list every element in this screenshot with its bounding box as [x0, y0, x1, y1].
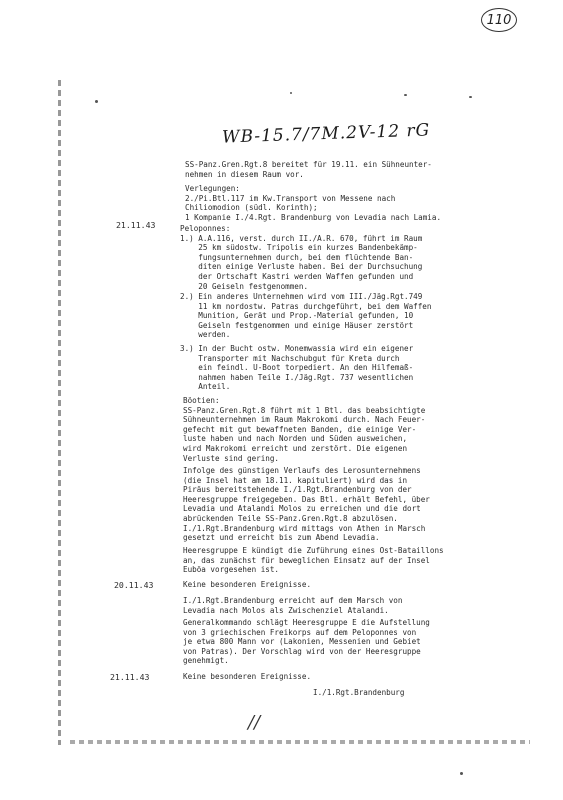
scan-edge-left [58, 80, 61, 745]
paragraph-leros: Infolge des günstigen Verlaufs des Lerosunternehmens (die Insel hat am 18.11. kapituliert) wird das in Piräus bereitstehende I./1.Rgt.Brandenburg von der Heeresgruppe freigegeben. Das Btl. erhält Befehl, über Levadia und Atalandi Molos zu erreichen und die dort abrückenden Teile SS-Panz.Gren.Rgt.8 abzulösen. I./1.Rgt.Brandenburg wird mittags von Athen in Marsch gesetzt und erreicht bis zum Abend Levadia. [183, 466, 430, 543]
scan-speck [95, 100, 98, 103]
paragraph-peloponnes-1: Peloponnes: 1.) A.A.116, verst. durch II./A.R. 670, führt im Raum 25 km südostw. Tripolis ein kurzes Bandenbekämp- fungsunternehmen durch, bei dem flüchtende Ban- diten einige Verluste haben. Bei der Durchsuchung der Ortschaft Kastri werden Waffen gefunden und 20 Geiseln festgenommen. [180, 224, 423, 291]
handwritten-header-note: WB-15.7/7M.2V-12 rG [221, 120, 431, 148]
scan-speck [404, 94, 407, 96]
paragraph-rgt8-preparation: SS-Panz.Gren.Rgt.8 bereitet für 19.11. ein Sühneunter- nehmen in diesem Raum vor. [185, 160, 432, 179]
date-entry: 20.11.43 [114, 580, 154, 590]
signature-unit: I./1.Rgt.Brandenburg [313, 688, 405, 697]
handwritten-mark: // [248, 712, 261, 733]
paragraph-peloponnes-2: 2.) Ein anderes Unternehmen wird vom III./Jäg.Rgt.749 11 km nordostw. Patras durchgeführt, bei dem Waffen Munition, Gerät und Prop.-Material gefunden, 10 Geiseln festgenommen und einige Häuser zerstört werden. [180, 292, 432, 340]
scan-speck [290, 92, 292, 94]
date-entry: 21.11.43 [110, 672, 150, 682]
paragraph-boeotien: Böotien: SS-Panz.Gren.Rgt.8 führt mit 1 Btl. das beabsichtigte Sühneunternehmen im Raum Makrokomi durch. Nach Feuer- gefecht mit gut bewaffneten Banden, die einige Ver- luste haben und nach Norden und Süden ausweichen, wird Makrokomi erreicht und zerstört. Die eigenen Verluste sind gering. [183, 396, 426, 463]
date-entry: 21.11.43 [116, 220, 156, 230]
paragraph-verlegungen: Verlegungen: 2./Pi.Btl.117 im Kw.Transport von Messene nach Chiliomodion (südl. Korinth); 1 Kompanie I./4.Rgt. Brandenburg von Levadia nach Lamia. [185, 184, 442, 222]
paragraph-ost-bataillon: Heeresgruppe E kündigt die Zuführung eines Ost-Bataillons an, das zunächst für beweglichen Einsatz auf der Insel Euböa vorgesehen ist. [183, 546, 444, 575]
paragraph-brandenburg-march: I./1.Rgt.Brandenburg erreicht auf dem Marsch von Levadia nach Molos als Zwischenziel Atalandi. [183, 596, 403, 615]
paragraph-peloponnes-3: 3.) In der Bucht ostw. Monemwassia wird ein eigener Transporter mit Nachschubgut für Kreta durch ein feindl. U-Boot torpediert. An den Hilfemaß- nahmen haben Teile I./Jäg.Rgt. 737 wesentlichen Anteil. [180, 344, 414, 392]
page-number-stamp: 110 [481, 8, 517, 32]
scan-speck [469, 96, 472, 98]
scan-edge-bottom [70, 740, 530, 744]
paragraph-freikorps: Generalkommando schlägt Heeresgruppe E die Aufstellung von 3 griechischen Freikorps auf dem Peloponnes von je etwa 800 Mann vor (Lakonien, Messenien und Gebiet von Patras). Der Vorschlag wird von der Heeresgruppe genehmigt. [183, 618, 430, 666]
paragraph-no-events-21: Keine besonderen Ereignisse. [183, 672, 312, 681]
paragraph-no-events-20: Keine besonderen Ereignisse. [183, 580, 312, 589]
scan-speck [460, 772, 463, 775]
